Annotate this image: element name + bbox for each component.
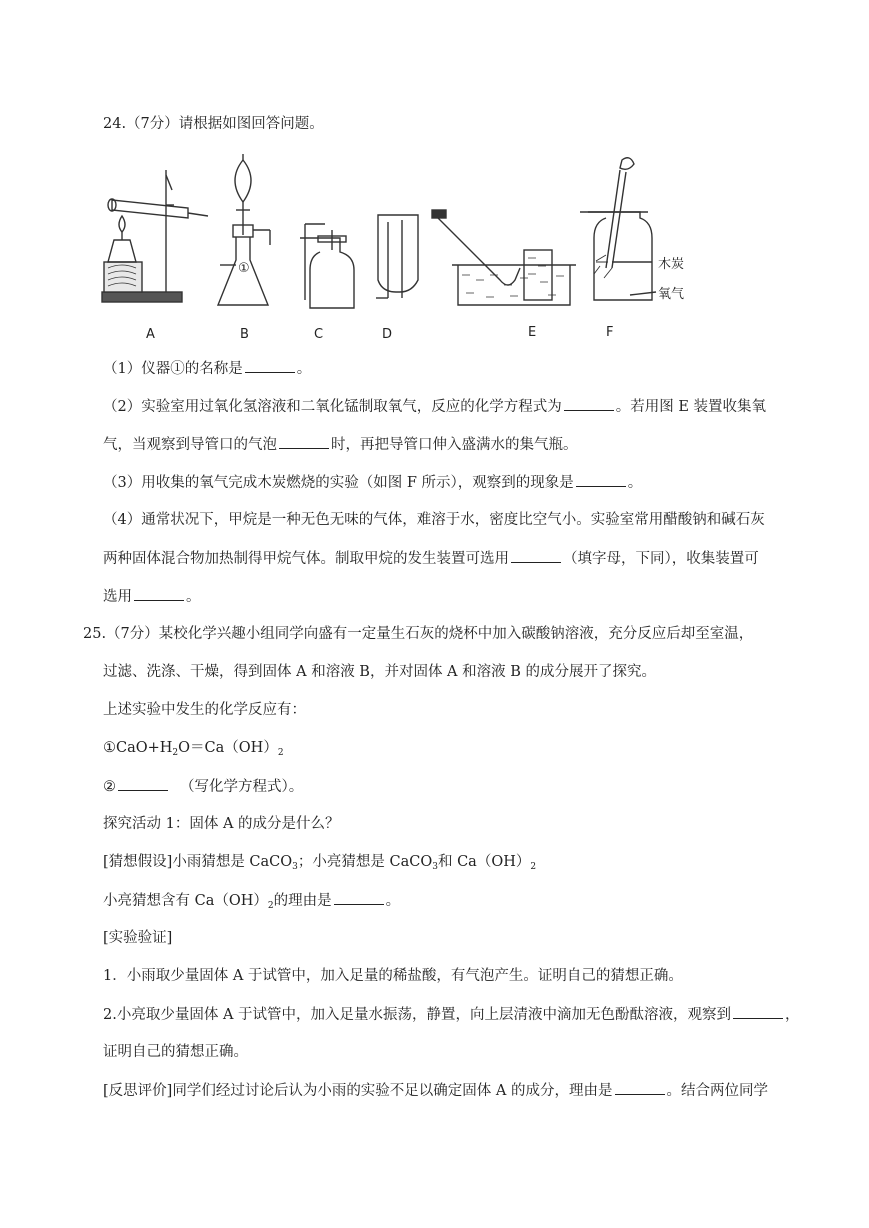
apparatus-a-icon bbox=[102, 170, 208, 302]
apparatus-b-icon bbox=[218, 154, 270, 305]
answer-blank[interactable] bbox=[615, 1080, 665, 1095]
apparatus-d-icon bbox=[376, 215, 418, 298]
q24-part4: （4）通常状况下，甲烷是一种无色无味的气体，难溶于水，密度比空气小。实验室常用醋酸钠和碱石灰 bbox=[103, 512, 765, 528]
q24-part4-cont: 两种固体混合物加热制得甲烷气体。制取甲烷的发生装置可选用 （填字母，下同），收集装置可 bbox=[103, 548, 759, 569]
answer-blank[interactable] bbox=[245, 358, 295, 373]
q25-title: 25.（7分）某校化学兴趣小组同学向盛有一定量生石灰的烧杯中加入碳酸钠溶液，充分反应后却至室温， bbox=[83, 626, 754, 642]
q24-part2: （2）实验室用过氧化氢溶液和二氧化锰制取氧气，反应的化学方程式为 。若用图 E 装置收集氧 bbox=[103, 396, 766, 417]
q25-equation-1: $①CaO+H_2O=Ca(OH)_2$ bbox=[103, 740, 284, 758]
q24-part4-end: 选用 。 bbox=[103, 586, 201, 607]
answer-blank[interactable] bbox=[576, 472, 626, 487]
answer-blank[interactable] bbox=[733, 1004, 783, 1019]
q25-verify-2-cont: 证明自己的猜想正确。 bbox=[103, 1044, 248, 1060]
answer-blank[interactable] bbox=[134, 586, 184, 601]
q25-verify-1: 1．小雨取少量固体 A 于试管中，加入足量的稀盐酸，有气泡产生。证明自己的猜想正确。 bbox=[103, 968, 683, 984]
annotation-charcoal: 木炭 bbox=[658, 257, 685, 272]
label-e: E bbox=[528, 325, 537, 340]
q25-verify-2: 2.小亮取少量固体 A 于试管中，加入足量水振荡，静置，向上层清液中滴加无色酚酞溶液，观察到 ， bbox=[103, 1004, 800, 1025]
label-a: A bbox=[146, 327, 155, 342]
q25-evaluation: [反思评价]同学们经过讨论后认为小雨的实验不足以确定固体 A 的成分，理由是 。结合两位同学 bbox=[103, 1080, 768, 1101]
q25-verify-heading: [实验验证] bbox=[103, 930, 173, 946]
answer-blank[interactable] bbox=[334, 890, 384, 905]
q25-title-cont: 过滤、洗涤、干燥，得到固体 A 和溶液 B，并对固体 A 和溶液 B 的成分展开了探究。 bbox=[103, 664, 657, 680]
apparatus-figure bbox=[100, 150, 700, 345]
q25-reason: 小亮猜想含有 $Ca(OH)_2$的理由是 。 bbox=[103, 890, 400, 916]
label-f: F bbox=[606, 325, 614, 340]
answer-blank[interactable] bbox=[511, 548, 561, 563]
q25-hypothesis: [猜想假设]小雨猜想是 CaCO$_3$；小亮猜想是 CaCO$_3$和 $Ca(OH)_2$ bbox=[103, 854, 537, 872]
answer-blank[interactable] bbox=[564, 396, 614, 411]
q25-equation-2: ② （写化学方程式）。 bbox=[103, 776, 303, 797]
q24-title: 24.（7分）请根据如图回答问题。 bbox=[103, 116, 324, 132]
answer-blank[interactable] bbox=[279, 434, 329, 449]
label-d: D bbox=[382, 327, 393, 342]
q24-part3: （3）用收集的氧气完成木炭燃烧的实验（如图 F 所示），观察到的现象是 。 bbox=[103, 472, 642, 493]
label-b: B bbox=[240, 327, 249, 342]
q24-part2-cont: 气，当观察到导管口的气泡 时，再把导管口伸入盛满水的集气瓶。 bbox=[103, 434, 578, 455]
label-c: C bbox=[314, 327, 324, 342]
apparatus-e-icon bbox=[432, 210, 576, 305]
answer-blank[interactable] bbox=[118, 776, 168, 791]
apparatus-c-icon bbox=[300, 224, 354, 308]
q24-part1: （1）仪器①的名称是 。 bbox=[103, 358, 311, 379]
q25-activity-1: 探究活动 1：固体 A 的成分是什么？ bbox=[103, 816, 340, 832]
apparatus-f-icon bbox=[580, 158, 656, 300]
q25-reactions-intro: 上述实验中发生的化学反应有： bbox=[103, 702, 306, 718]
marker-label: ① bbox=[238, 261, 250, 276]
annotation-oxygen: 氧气 bbox=[658, 287, 685, 302]
